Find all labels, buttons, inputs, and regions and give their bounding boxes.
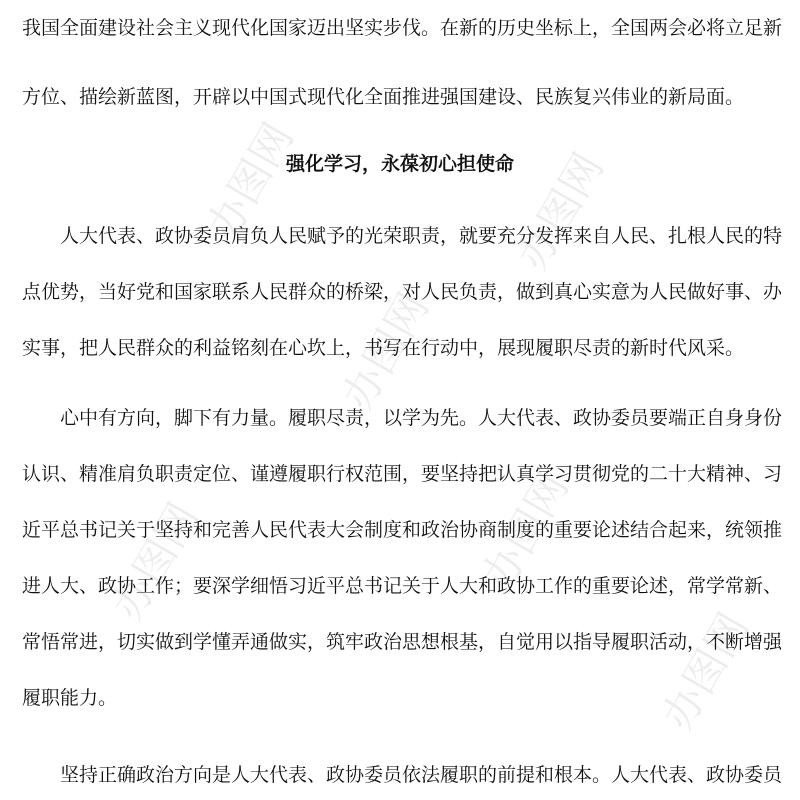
paragraph-line: 实事，把人民群众的利益铭刻在心坎上，书写在行动中，展现履职尽责的新时代风采。 [22,337,745,359]
watermark: 办图网 [102,494,208,629]
watermark: 办图网 [197,114,303,249]
section-heading: 强化学习，永葆初心担使命 [285,153,514,175]
paragraph-line: 常悟常进，切实做到学懂弄通做实，筑牢政治思想根基，自觉用以指导履职活动，不断增强 [22,631,783,653]
paragraph-line: 我国全面建设社会主义现代化国家迈出坚实步伐。在新的历史坐标上，全国两会必将立足新 [22,17,783,39]
paragraph-line: 方位、描绘新蓝图，开辟以中国式现代化全面推进强国建设、民族复兴伟业的新局面。 [22,86,745,108]
paragraph-line: 坚持正确政治方向是人大代表、政协委员依法履职的前提和根本。人大代表、政协委员 [60,764,783,786]
watermark: 办图网 [507,144,613,279]
paragraph-line: 进人大、政协工作；要深学细悟习近平总书记关于人大和政协工作的重要论述，常学常新、 [22,575,783,597]
paragraph-line: 人大代表、政协委员肩负人民赋予的光荣职责，就要充分发挥来自人民、扎根人民的特 [60,225,783,247]
watermark: 办图网 [652,604,758,739]
paragraph-line: 心中有方向，脚下有力量。履职尽责，以学为先。人大代表、政协委员要端正自身身份 [60,407,783,429]
watermark: 办图网 [332,284,438,419]
paragraph-line: 履职能力。 [22,687,118,709]
watermark: 办图网 [472,464,578,599]
paragraph-line: 近平总书记关于坚持和完善人民代表大会制度和政治协商制度的重要论述结合起来，统领推 [22,519,783,541]
paragraph-line: 点优势，当好党和国家联系人民群众的桥梁，对人民负责，做到真心实意为人民做好事、办 [22,281,783,303]
paragraph-line: 认识、精准肩负职责定位、谨遵履职行权范围，要坚持把认真学习贯彻党的二十大精神、习 [22,463,783,485]
